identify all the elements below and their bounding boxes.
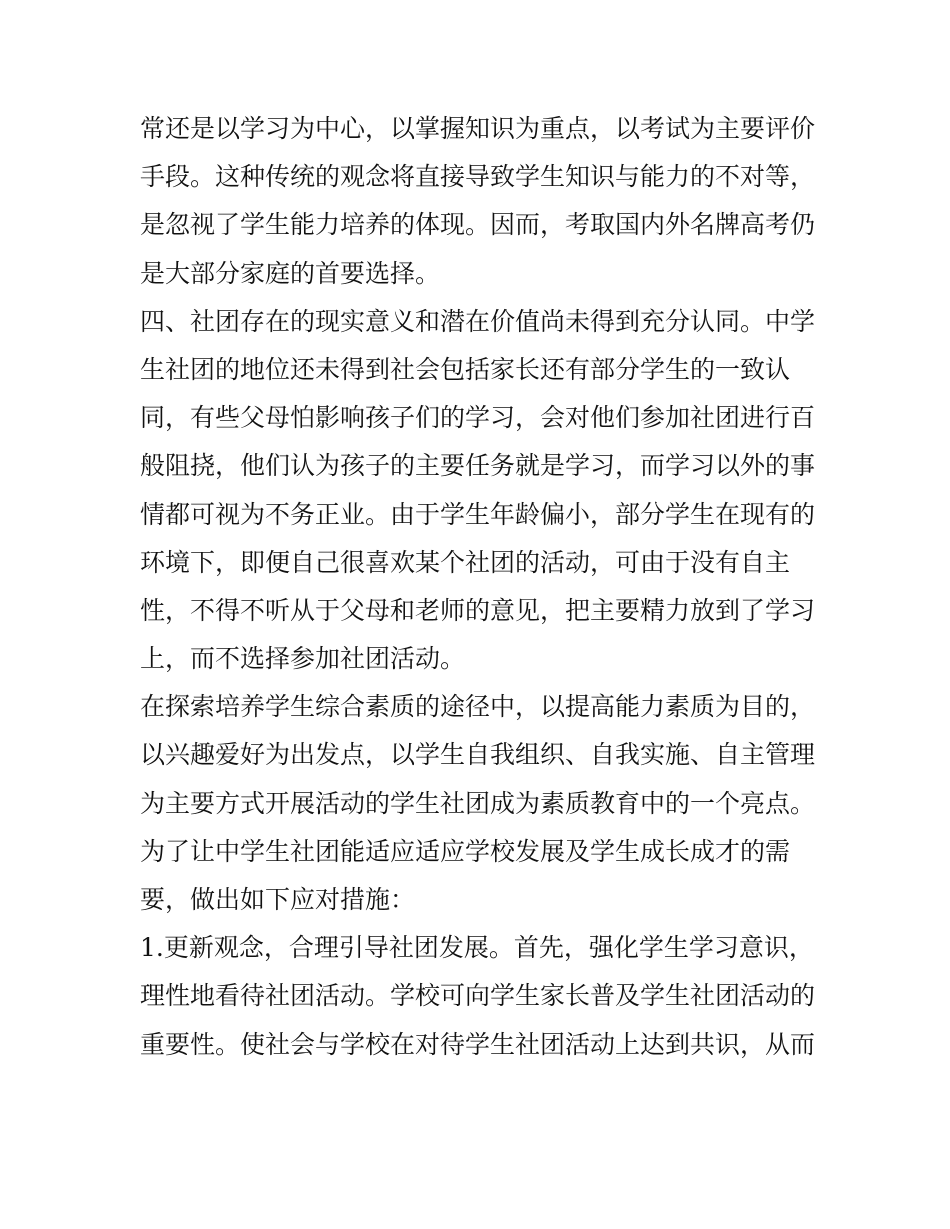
text-line: 情都可视为不务正业。由于学生年龄偏小，部分学生在现有的	[140, 499, 816, 529]
text-line: 常还是以学习为中心，以掌握知识为重点，以考试为主要评价	[140, 114, 816, 143]
text-line: 是忽视了学生能力培养的体现。因而，考取国内外名牌高考仍	[140, 210, 816, 240]
text-line: 环境下，即便自己很喜欢某个社团的活动，可由于没有自主	[140, 547, 791, 577]
text-line: 生社团的地位还未得到社会包括家长还有部分学生的一致认	[140, 354, 791, 384]
text-line: 以兴趣爱好为出发点，以学生自我组织、自我实施、自主管理	[140, 740, 816, 770]
text-line: 1.更新观念，合理引导社团发展。首先，强化学生学习意识，	[140, 933, 814, 963]
text-line: 是大部分家庭的首要选择。	[140, 258, 441, 288]
text-line: 四、社团存在的现实意义和潜在价值尚未得到充分认同。中学	[140, 306, 816, 336]
text-line: 在探索培养学生综合素质的途径中，以提高能力素质为目的，	[140, 692, 816, 722]
text-line: 为主要方式开展活动的学生社团成为素质教育中的一个亮点。	[140, 788, 816, 818]
text-line: 手段。这种传统的观念将直接导致学生知识与能力的不对等，	[140, 162, 816, 192]
text-line: 性，不得不听从于父母和老师的意见，把主要精力放到了学习	[140, 595, 816, 625]
text-line: 上，而不选择参加社团活动。	[140, 644, 466, 674]
text-line: 重要性。使社会与学校在对待学生社团活动上达到共识，从而	[140, 1029, 816, 1059]
document-body	[140, 105, 820, 1069]
text-line: 要，做出如下应对措施：	[140, 885, 416, 914]
text-line: 理性地看待社团活动。学校可向学生家长普及学生社团活动的	[140, 981, 816, 1011]
text-line: 般阻挠，他们认为孩子的主要任务就是学习，而学习以外的事	[140, 451, 816, 481]
text-line: 为了让中学生社团能适应适应学校发展及学生成长成才的需	[140, 836, 791, 866]
text-line: 同，有些父母怕影响孩子们的学习，会对他们参加社团进行百	[140, 403, 816, 433]
